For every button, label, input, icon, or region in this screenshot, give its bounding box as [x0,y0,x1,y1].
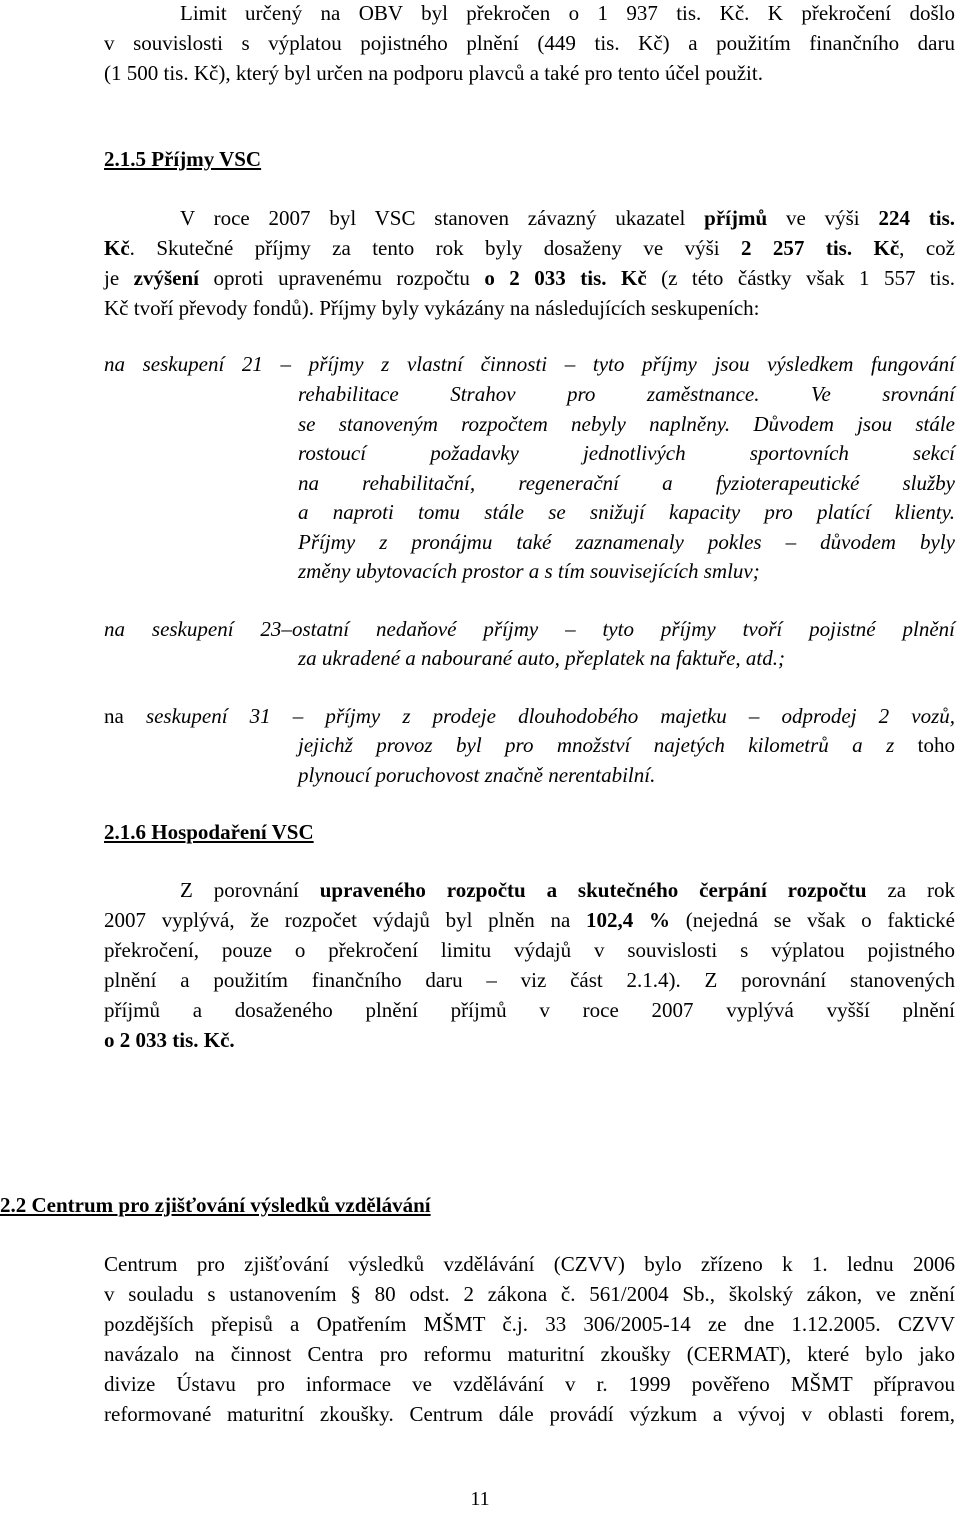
paragraph-line: divize Ústavu pro informace ve vzdělávání v r. 1999 pověřeno MŠMT přípravou [104,1372,955,1396]
paragraph-line: plnění a použitím finančního daru – viz část 2.1.4). Z porovnání stanovených [104,968,955,992]
paragraph-line: navázalo na činnost Centra pro reformu maturitní zkoušky (CERMAT), které bylo jako [104,1342,955,1366]
paragraph-line: v souvislosti s výplatou pojistného plnění (449 tis. Kč) a použitím finančního daru [104,31,955,55]
list-item-line: na rehabilitační, regenerační a fyzioterapeutické služby [298,471,955,495]
page-number: 11 [470,1488,490,1510]
paragraph-line: v souladu s ustanovením § 80 odst. 2 zákona č. 561/2004 Sb., školský zákon, ve znění [104,1282,955,1306]
list-item-line: na seskupení 31 – příjmy z prodeje dlouhodobého majetku – odprodej 2 vozů, [104,704,956,728]
paragraph-line: překročení, pouze o překročení limitu výdajů v souvislosti s výplatou pojistného [104,938,955,962]
list-item-line: rehabilitace Strahov pro zaměstnance. Ve srovnání [298,382,955,406]
paragraph-line: Limit určený na OBV byl překročen o 1 937 tis. Kč. K překročení došlo [180,1,955,25]
paragraph-line: Kč tvoří převody fondů). Příjmy byly vykázány na následujících seskupeních: [104,296,760,320]
list-item-line: na seskupení 21 – příjmy z vlastní činnosti – tyto příjmy jsou výsledkem fungování [104,352,955,376]
list-item-line: změny ubytovacích prostor a s tím souvisejících smluv; [298,559,760,583]
paragraph-line: reformované maturitní zkoušky. Centrum dále provádí výzkum a vývoj v oblasti forem, [104,1402,955,1426]
list-item-line: se stanoveným rozpočtem nebyly naplněny. Důvodem jsou stále [298,412,955,436]
paragraph-line: je zvýšení oproti upravenému rozpočtu o 2 033 tis. Kč (z této částky však 1 557 tis. [104,266,956,290]
paragraph-line: (1 500 tis. Kč), který byl určen na podporu plavců a také pro tento účel použit. [104,61,763,85]
section-heading: 2.2 Centrum pro zjišťování výsledků vzdělávání [0,1193,431,1217]
list-item-line: na seskupení 23–ostatní nedaňové příjmy – tyto příjmy tvoří pojistné plnění [104,617,955,641]
section-heading: 2.1.5 Příjmy VSC [104,147,262,171]
paragraph-line: Z porovnání upraveného rozpočtu a skutečného čerpání rozpočtu za rok [180,878,955,902]
list-item-line: a naproti tomu stále se snižují kapacity pro platící klienty. [298,500,955,524]
list-item-line: za ukradené a nabourané auto, přeplatek na faktuře, atd.; [298,646,785,670]
list-item-line: plynoucí poruchovost značně nerentabilní. [298,763,656,787]
list-item-line: Příjmy z pronájmu také zaznamenaly pokles – důvodem byly [298,530,955,554]
paragraph-line: V roce 2007 byl VSC stanoven závazný ukazatel příjmů ve výši 224 tis. [180,206,956,230]
list-item-line: rostoucí požadavky jednotlivých sportovních sekcí [298,441,955,465]
paragraph-line: příjmů a dosaženého plnění příjmů v roce 2007 vyplývá vyšší plnění [104,998,955,1022]
paragraph-line: Centrum pro zjišťování výsledků vzdělávání (CZVV) bylo zřízeno k 1. lednu 2006 [104,1252,955,1276]
paragraph-line: Kč. Skutečné příjmy za tento rok byly dosaženy ve výši 2 257 tis. Kč, což [104,236,955,260]
section-heading: 2.1.6 Hospodaření VSC [104,820,314,844]
paragraph-line: o 2 033 tis. Kč. [104,1028,235,1052]
list-item-line: jejichž provoz byl pro množství najetých kilometrů a z toho [298,733,955,757]
paragraph-line: pozdějších přepisů a Opatřením MŠMT č.j. 33 306/2005-14 ze dne 1.12.2005. CZVV [104,1312,955,1336]
paragraph-line: 2007 vyplývá, že rozpočet výdajů byl plněn na 102,4 % (nejedná se však o faktické [104,908,955,932]
